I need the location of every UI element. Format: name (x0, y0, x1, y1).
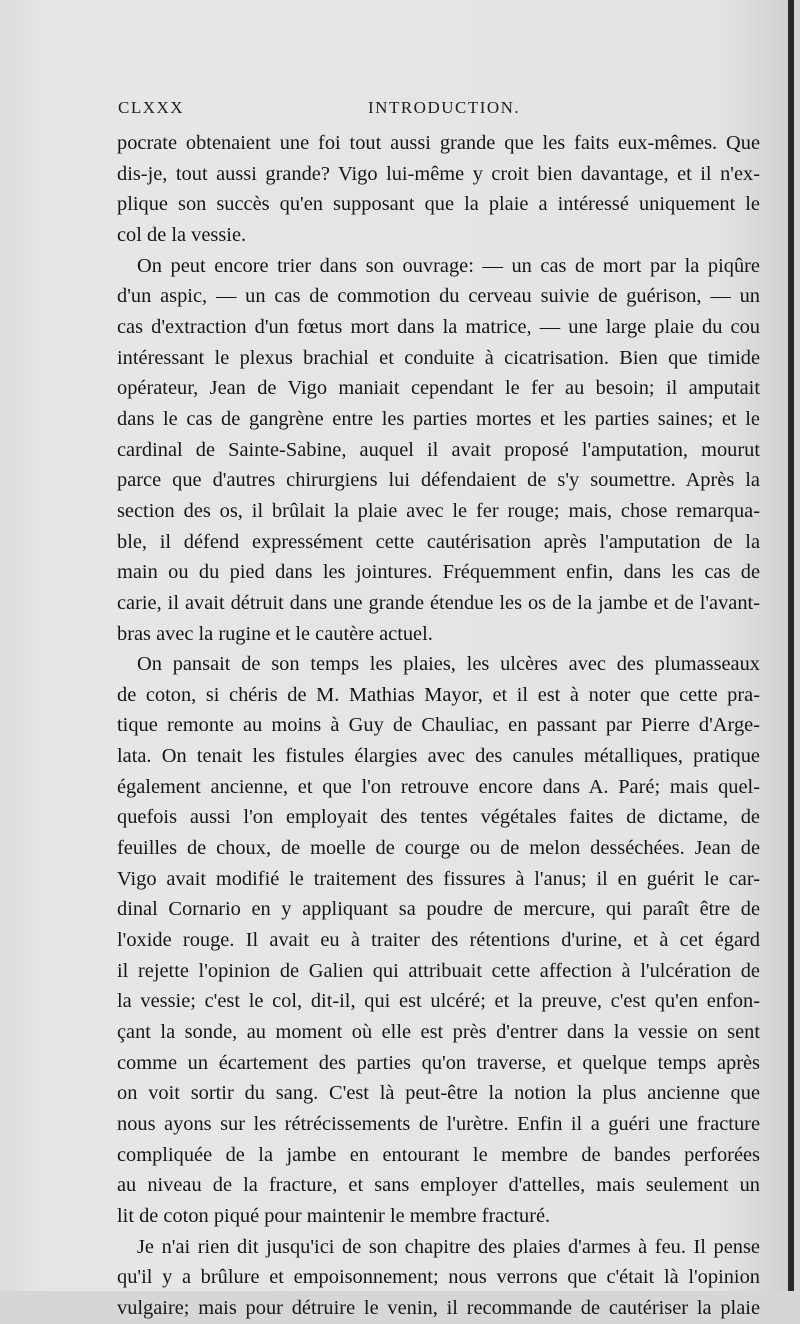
text-line: Je n'ai rien dit jusqu'ici de son chapitre des plaies d'armes à feu. Il pense (137, 1235, 760, 1258)
text-line: la vessie; c'est le col, dit-il, qui est ulcéré; et la preuve, c'est qu'en enfon- (117, 990, 760, 1013)
page-number: CLXXX (118, 98, 185, 117)
text-line: quefois aussi l'on employait des tentes végétales faites de dictame, de (117, 806, 760, 829)
text-line: tique remonte au moins à Guy de Chauliac, en passant par Pierre d'Arge- (117, 714, 760, 737)
text-line: intéressant le plexus brachial et conduite à cicatrisation. Bien que timide (117, 346, 760, 369)
text-line: comme un écartement des parties qu'on traverse, et quelque temps après (117, 1051, 760, 1074)
text-line: carie, il avait détruit dans une grande étendue les os de la jambe et de l'avant- (117, 591, 760, 614)
text-line: bras avec la rugine et le cautère actuel. (117, 622, 433, 645)
text-line: également ancienne, et que l'on retrouve encore dans A. Paré; mais quel- (117, 775, 760, 798)
text-line: dinal Cornario en y appliquant sa poudre de mercure, qui paraît être de (117, 898, 760, 921)
text-line: lit de coton piqué pour maintenir le membre fracturé. (117, 1204, 551, 1227)
text-line: compliquée de la jambe en entourant le membre de bandes perforées (117, 1143, 760, 1166)
text-line: section des os, il brûlait la plaie avec le fer rouge; mais, chose remarqua- (117, 499, 760, 522)
text-line: On pansait de son temps les plaies, les ulcères avec des plumasseaux (137, 653, 760, 676)
page-header (118, 98, 758, 128)
text-line: main ou du pied dans les jointures. Fréquemment enfin, dans les cas de (117, 561, 760, 584)
text-line: dans le cas de gangrène entre les parties mortes et les parties saines; et le (117, 407, 760, 430)
text-line: il rejette l'opinion de Galien qui attribuait cette affection à l'ulcération de (117, 959, 760, 982)
text-line: nous ayons sur les rétrécissements de l'urètre. Enfin il a guéri une fracture (117, 1113, 760, 1135)
text-line: dis-je, tout aussi grande? Vigo lui-même y croit bien davantage, et il n'ex- (117, 162, 760, 185)
body-text (117, 128, 760, 1324)
text-line: parce que d'autres chirurgiens lui défendaient de s'y soumettre. Après la (117, 469, 760, 492)
text-line: çant la sonde, au moment où elle est près d'entrer dans la vessie on sent (117, 1021, 760, 1044)
text-line: plique son succès qu'en supposant que la plaie a intéressé uniquement le (117, 193, 760, 216)
text-line: pocrate obtenaient une foi tout aussi grande que les faits eux-mêmes. Que (117, 132, 760, 154)
text-line: feuilles de choux, de moelle de courge ou de melon desséchées. Jean de (117, 837, 760, 860)
text-line: l'oxide rouge. Il avait eu à traiter des rétentions d'urine, et à cet égard (117, 929, 760, 952)
text-line: opérateur, Jean de Vigo maniait cependant le fer au besoin; il amputait (117, 377, 760, 400)
text-line: d'un aspic, — un cas de commotion du cerveau suivie de guérison, — un (117, 285, 760, 308)
running-title: INTRODUCTION. (368, 98, 521, 117)
text-line: cas d'extraction d'un fœtus mort dans la matrice, — une large plaie du cou (117, 315, 760, 338)
text-line: Vigo avait modifié le traitement des fissures à l'anus; il en guérit le car- (117, 867, 760, 890)
text-line: au niveau de la fracture, et sans employer d'attelles, mais seulement un (117, 1174, 760, 1197)
text-line: On peut encore trier dans son ouvrage: — un cas de mort par la piqûre (137, 254, 760, 277)
text-line: qu'il y a brûlure et empoisonnement; nous verrons que c'était là l'opinion (117, 1266, 760, 1289)
text-line: vulgaire; mais pour détruire le venin, il recommande de cautériser la plaie (117, 1296, 760, 1319)
text-line: cardinal de Sainte-Sabine, auquel il avait proposé l'amputation, mourut (117, 438, 760, 461)
text-line: de coton, si chéris de M. Mathias Mayor, et il est à noter que cette pra- (117, 683, 760, 706)
text-line: on voit sortir du sang. C'est là peut-être la notion la plus ancienne que (117, 1082, 760, 1105)
text-line: lata. On tenait les fistules élargies avec des canules métalliques, pratique (117, 745, 760, 768)
text-line: ble, il défend expressément cette cautérisation après l'amputation de la (117, 530, 760, 553)
text-line: col de la vessie. (117, 223, 247, 246)
page-edge (788, 0, 794, 1291)
